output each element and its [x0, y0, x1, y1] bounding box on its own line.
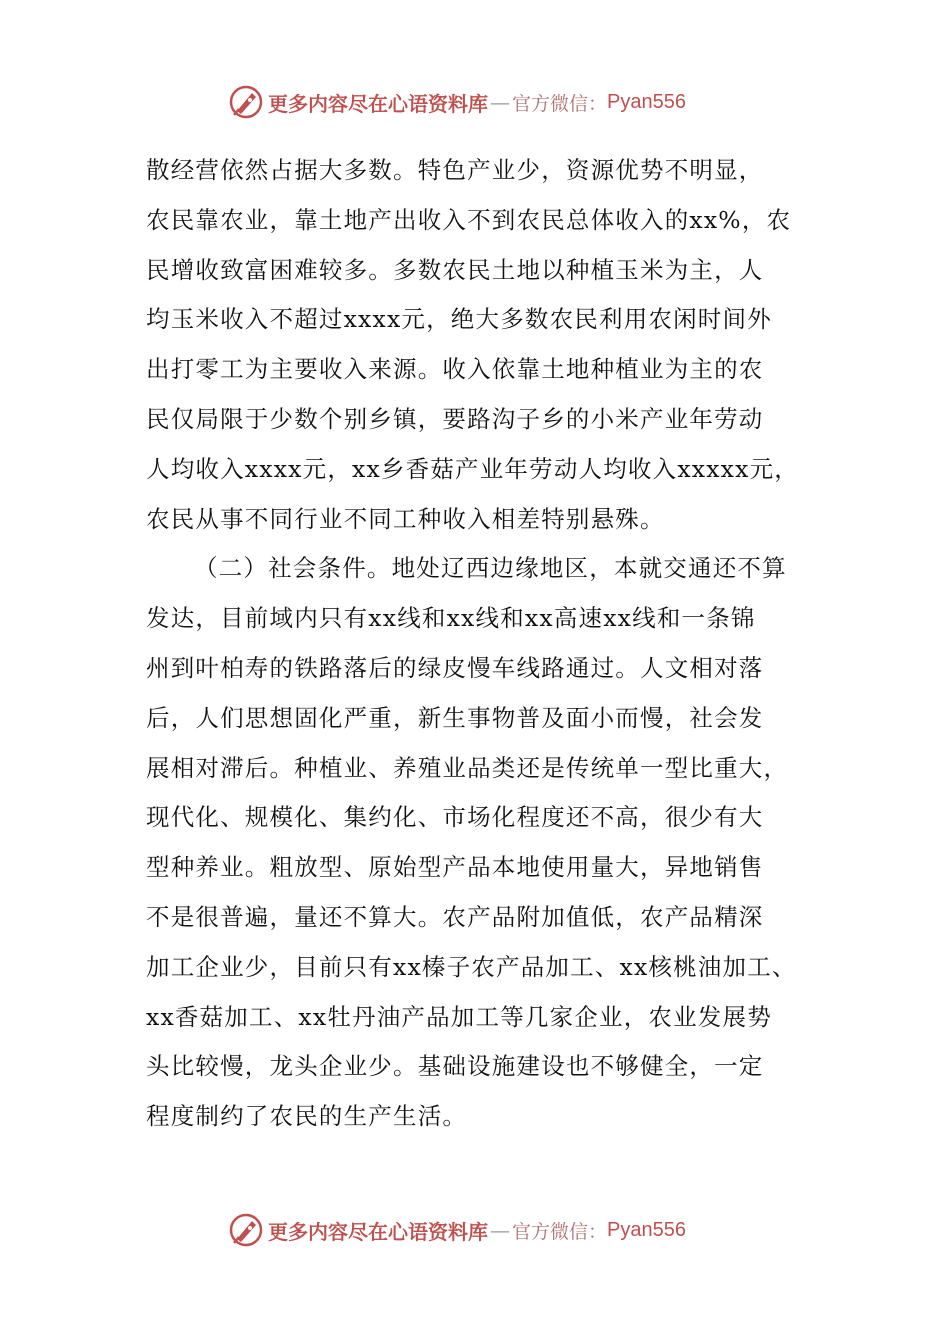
text-line: xx香菇加工、xx牡丹油产品加工等几家企业，农业发展势 — [146, 1002, 772, 1031]
pen-nib-logo-icon — [228, 1212, 264, 1248]
text-line: 加工企业少，目前只有xx榛子农产品加工、xx核桃油加工、 — [146, 952, 797, 981]
text-line: 均玉米收入不超过xxxx元，绝大多数农民利用农闲时间外 — [146, 305, 772, 334]
footer-banner — [228, 1210, 788, 1250]
text-line: 现代化、规模化、集约化、市场化程度还不高，很少有大 — [146, 803, 764, 832]
section-heading-line: （二）社会条件。地处辽西边缘地区，本就交通还不算 — [194, 554, 787, 583]
banner-dash: — — [490, 1218, 510, 1242]
text-line: 程度制约了农民的生产生活。 — [146, 1102, 468, 1131]
banner-dash: — — [490, 90, 510, 114]
text-line: 民增收致富困难较多。多数农民土地以种植玉米为主，人 — [146, 255, 764, 284]
header-banner — [228, 82, 788, 122]
banner-wechat-id: Pyan556 — [607, 90, 686, 113]
banner-title: 更多内容尽在心语资料库 — [268, 91, 488, 116]
text-line: 出打零工为主要收入来源。收入依靠土地种植业为主的农 — [146, 355, 764, 384]
text-line: 散经营依然占据大多数。特色产业少，资源优势不明显， — [146, 156, 764, 184]
document-body — [146, 146, 816, 1142]
text-line: 发达，目前域内只有xx线和xx线和xx高速xx线和一条锦 — [146, 604, 756, 633]
text-line: 型种养业。粗放型、原始型产品本地使用量大，异地销售 — [146, 853, 764, 882]
text-line: 民仅局限于少数个别乡镇，要路沟子乡的小米产业年劳动 — [146, 404, 764, 433]
text-line: 头比较慢，龙头企业少。基础设施建设也不够健全，一定 — [146, 1052, 764, 1081]
text-line: 人均收入xxxx元，xx乡香菇产业年劳动人均收入xxxxx元， — [146, 454, 799, 483]
banner-wechat-label: 官方微信： — [512, 92, 608, 115]
pen-nib-logo-icon — [228, 84, 264, 120]
text-line: 农民从事不同行业不同工种收入相差特别悬殊。 — [146, 504, 665, 533]
text-line: 后，人们思想固化严重，新生事物普及面小而慢，社会发 — [146, 703, 764, 732]
text-line: 农民靠农业，靠土地产出收入不到农民总体收入的xx%，农 — [146, 205, 792, 234]
text-line: 展相对滞后。种植业、养殖业品类还是传统单一型比重大， — [146, 753, 789, 782]
text-line: 不是很普遍，量还不算大。农产品附加值低，农产品精深 — [146, 902, 764, 931]
banner-title: 更多内容尽在心语资料库 — [268, 1219, 488, 1244]
banner-wechat-id: Pyan556 — [607, 1218, 686, 1241]
text-line: 州到叶柏寿的铁路落后的绿皮慢车线路通过。人文相对落 — [146, 653, 764, 682]
banner-wechat-label: 官方微信： — [512, 1220, 608, 1243]
